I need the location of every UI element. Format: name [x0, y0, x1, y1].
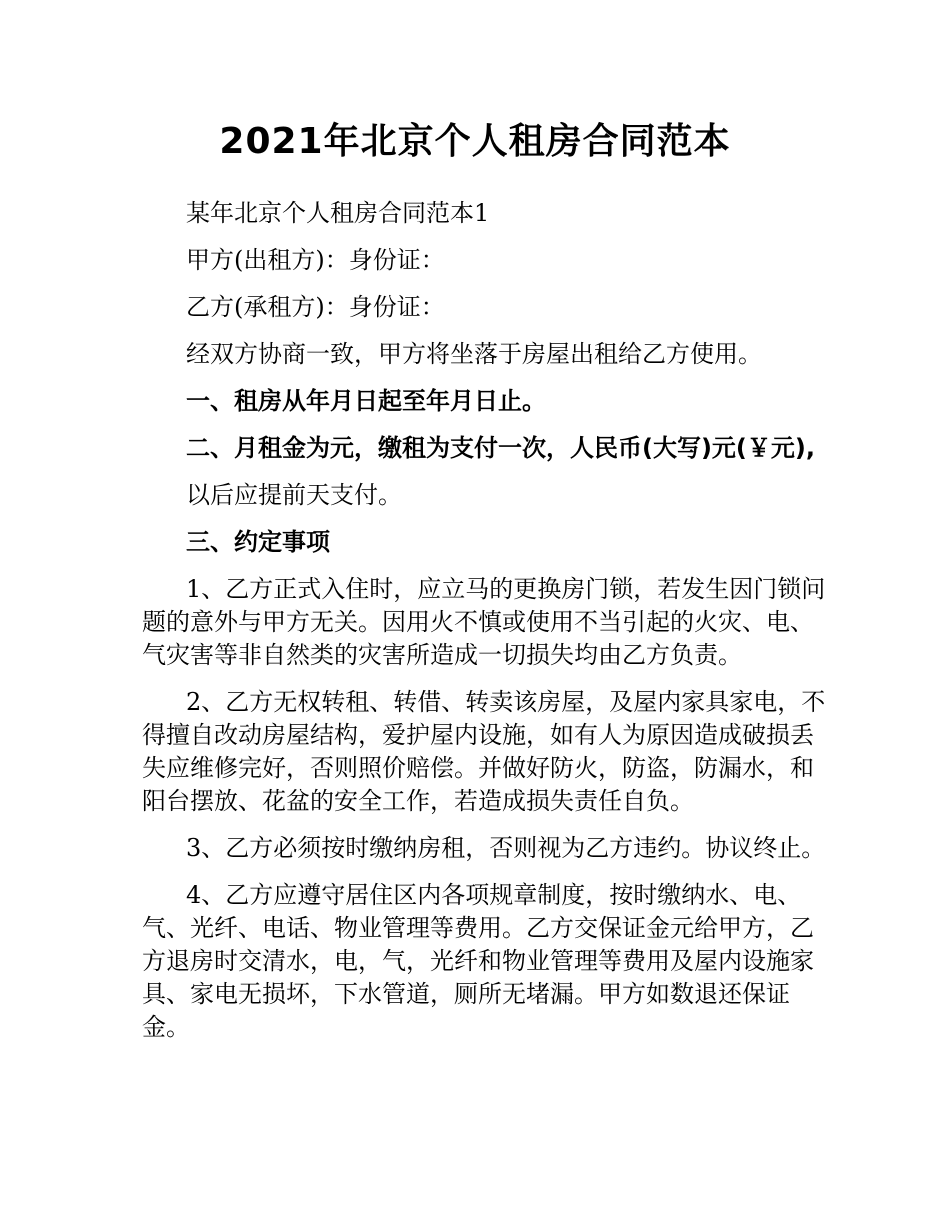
document-title: 2021年北京个人租房合同范本 [219, 121, 731, 162]
clause-monthly-rent: 二、月租金为元，缴租为支付一次，人民币(大写)元(￥元), [186, 434, 815, 462]
paragraph-agreement: 经双方协商一致，甲方将坐落于房屋出租给乙方使用。 [186, 340, 762, 368]
paragraph-payment-advance: 以后应提前天支付。 [186, 481, 402, 509]
paragraph-heading-line: 某年北京个人租房合同范本1 [186, 199, 490, 227]
item-3-rent-on-time: 3、乙方必须按时缴纳房租，否则视为乙方违约。协议终止。 [186, 834, 826, 862]
document-body [142, 197, 828, 1058]
clause-lease-term: 一、租房从年月日起至年月日止。 [186, 387, 546, 415]
paragraph-party-b: 乙方(承租方)：身份证： [186, 293, 445, 321]
item-1-locks-and-damage: 1、乙方正式入住时，应立马的更换房门锁，若发生因门锁问题的意外与甲方无关。因用火不慎或使用不当引起的火灾、电、气灾害等非自然类的灾害所造成一切损失均由乙方负责。 [142, 575, 826, 669]
paragraph-party-a: 甲方(出租方)：身份证： [186, 246, 445, 274]
clause-agreed-matters: 三、约定事项 [186, 528, 330, 556]
item-2-no-sublet: 2、乙方无权转租、转借、转卖该房屋，及屋内家具家电，不得擅自改动房屋结构，爱护屋内设施，如有人为原因造成破损丢失应维修完好，否则照价赔偿。并做好防火，防盗，防漏水，和阳台摆放、花盆的安全工作，若造成损失责任自负。 [142, 688, 826, 815]
item-4-rules-and-deposit: 4、乙方应遵守居住区内各项规章制度，按时缴纳水、电、气、光纤、电话、物业管理等费用。乙方交保证金元给甲方，乙方退房时交清水，电，气，光纤和物业管理等费用及屋内设施家具、家电无损坏，下水管道，厕所无堵漏。甲方如数退还保证金。 [142, 881, 814, 1041]
